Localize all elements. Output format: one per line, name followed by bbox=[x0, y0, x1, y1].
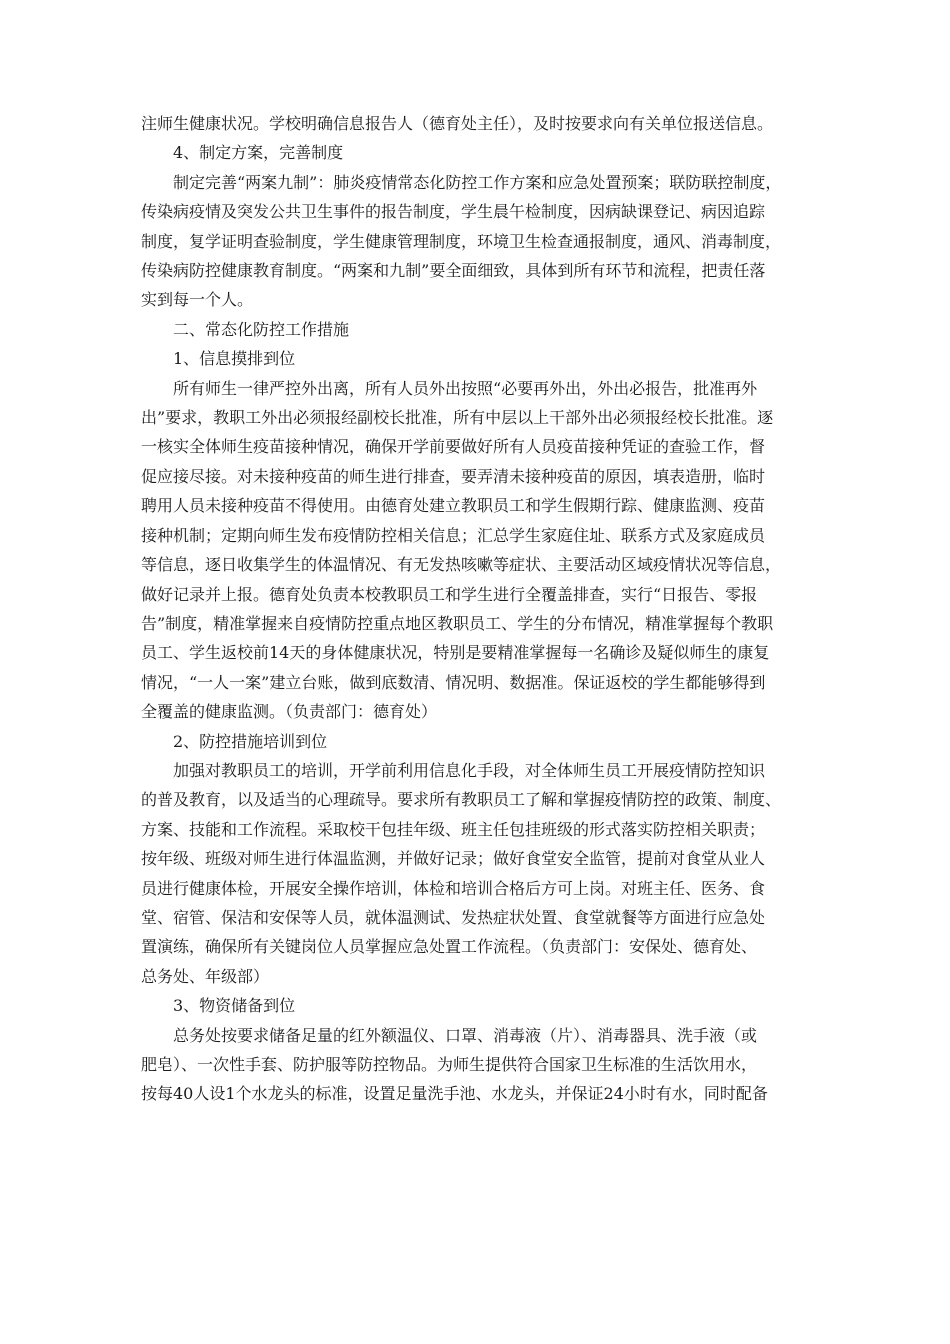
text-line: 告”制度，精准掌握来自疫情防控重点地区教职员工、学生的分布情况，精准掌握每个教职 bbox=[141, 613, 774, 633]
paragraph-health-report bbox=[141, 109, 831, 138]
text-line: 传染病防控健康教育制度。“两案和九制”要全面细致，具体到所有环节和流程，把责任落 bbox=[141, 261, 766, 281]
text-line: 加强对教职员工的培训，开学前利用信息化手段，对全体师生员工开展疫情防控知识 bbox=[173, 760, 766, 780]
paragraph-information-screening bbox=[141, 374, 831, 727]
text-line: 员进行健康体检，开展安全操作培训，体检和培训合格后方可上岗。对班主任、医务、食 bbox=[141, 878, 766, 898]
heading-text: 3、物资储备到位 bbox=[173, 996, 296, 1016]
paragraph-two-plans-nine-systems bbox=[141, 168, 831, 315]
text-line: 员工、学生返校前14天的身体健康状况，特别是要精准掌握每一名确诊及疑似师生的康复 bbox=[141, 643, 770, 663]
text-line: 实到每一个人。 bbox=[141, 290, 254, 310]
text-line: 出”要求，教职工外出必须报经副校长批准，所有中层以上干部外出必须报经校长批准。逐 bbox=[141, 408, 774, 428]
text-line: 等信息，逐日收集学生的体温情况、有无发热咳嗽等症状、主要活动区域疫情状况等信息， bbox=[141, 555, 782, 575]
section-heading-4 bbox=[141, 138, 831, 167]
text-line: 做好记录并上报。德育处负责本校教职员工和学生进行全覆盖排查，实行“日报告、零报 bbox=[141, 584, 758, 604]
text-line: 聘用人员未接种疫苗不得使用。由德育处建立教职员工和学生假期行踪、健康监测、疫苗 bbox=[141, 496, 766, 516]
paragraph-training bbox=[141, 756, 831, 991]
text-line: 传染病疫情及突发公共卫生事件的报告制度，学生晨午检制度，因病缺课登记、病因追踪 bbox=[141, 202, 766, 222]
document-body bbox=[141, 109, 831, 1109]
heading-text: 1、信息摸排到位 bbox=[173, 349, 296, 369]
section-heading-2 bbox=[141, 727, 831, 756]
text-line: 总务处按要求储备足量的红外额温仪、口罩、消毒液（片）、消毒器具、洗手液（或 bbox=[173, 1025, 758, 1045]
text-line: 置演练，确保所有关键岗位人员掌握应急处置工作流程。（负责部门：安保处、德育处、 bbox=[141, 937, 758, 957]
text-line: 制定完善“两案九制”：肺炎疫情常态化防控工作方案和应急处置预案；联防联控制度， bbox=[173, 172, 782, 192]
heading-text: 二、常态化防控工作措施 bbox=[173, 319, 350, 339]
text-line: 的普及教育，以及适当的心理疏导。要求所有教职员工了解和掌握疫情防控的政策、制度、 bbox=[141, 790, 782, 810]
text-line: 肥皂）、一次性手套、防护服等防控物品。为师生提供符合国家卫生标准的生活饮用水， bbox=[141, 1055, 758, 1074]
text-line: 接种机制；定期向师生发布疫情防控相关信息；汇总学生家庭住址、联系方式及家庭成员 bbox=[141, 525, 766, 545]
text-line: 按每40人设1个水龙头的标准，设置足量洗手池、水龙头，并保证24小时有水，同时配备 bbox=[141, 1084, 768, 1104]
text-line: 所有师生一律严控外出离，所有人员外出按照“必要再外出，外出必报告，批准再外 bbox=[173, 378, 758, 398]
text-line: 注师生健康状况。学校明确信息报告人（德育处主任），及时按要求向有关单位报送信息。 bbox=[141, 114, 774, 133]
text-line: 情况，“一人一案”建立台账，做到底数清、情况明、数据准。保证返校的学生都能够得到 bbox=[141, 672, 766, 692]
heading-text: 4、制定方案，完善制度 bbox=[173, 143, 344, 163]
text-line: 堂、宿管、保洁和安保等人员，就体温测试、发热症状处置、食堂就餐等方面进行应急处 bbox=[141, 907, 766, 927]
text-line: 方案、技能和工作流程。采取校干包挂年级、班主任包挂班级的形式落实防控相关职责； bbox=[141, 819, 766, 839]
text-line: 一核实全体师生疫苗接种情况，确保开学前要做好所有人员疫苗接种凭证的查验工作，督 bbox=[141, 437, 766, 457]
text-line: 促应接尽接。对未接种疫苗的师生进行排查，要弄清未接种疫苗的原因，填表造册，临时 bbox=[141, 466, 766, 486]
text-line: 总务处、年级部） bbox=[141, 966, 270, 986]
text-line: 全覆盖的健康监测。（负责部门：德育处） bbox=[141, 702, 438, 722]
section-heading-measures bbox=[141, 315, 831, 344]
heading-text: 2、防控措施培训到位 bbox=[173, 731, 328, 751]
text-line: 按年级、班级对师生进行体温监测，并做好记录；做好食堂安全监管，提前对食堂从业人 bbox=[141, 849, 766, 869]
paragraph-supplies bbox=[141, 1021, 831, 1109]
section-heading-1 bbox=[141, 344, 831, 373]
text-line: 制度，复学证明查验制度，学生健康管理制度，环境卫生检查通报制度，通风、消毒制度， bbox=[141, 231, 782, 251]
section-heading-3 bbox=[141, 991, 831, 1020]
